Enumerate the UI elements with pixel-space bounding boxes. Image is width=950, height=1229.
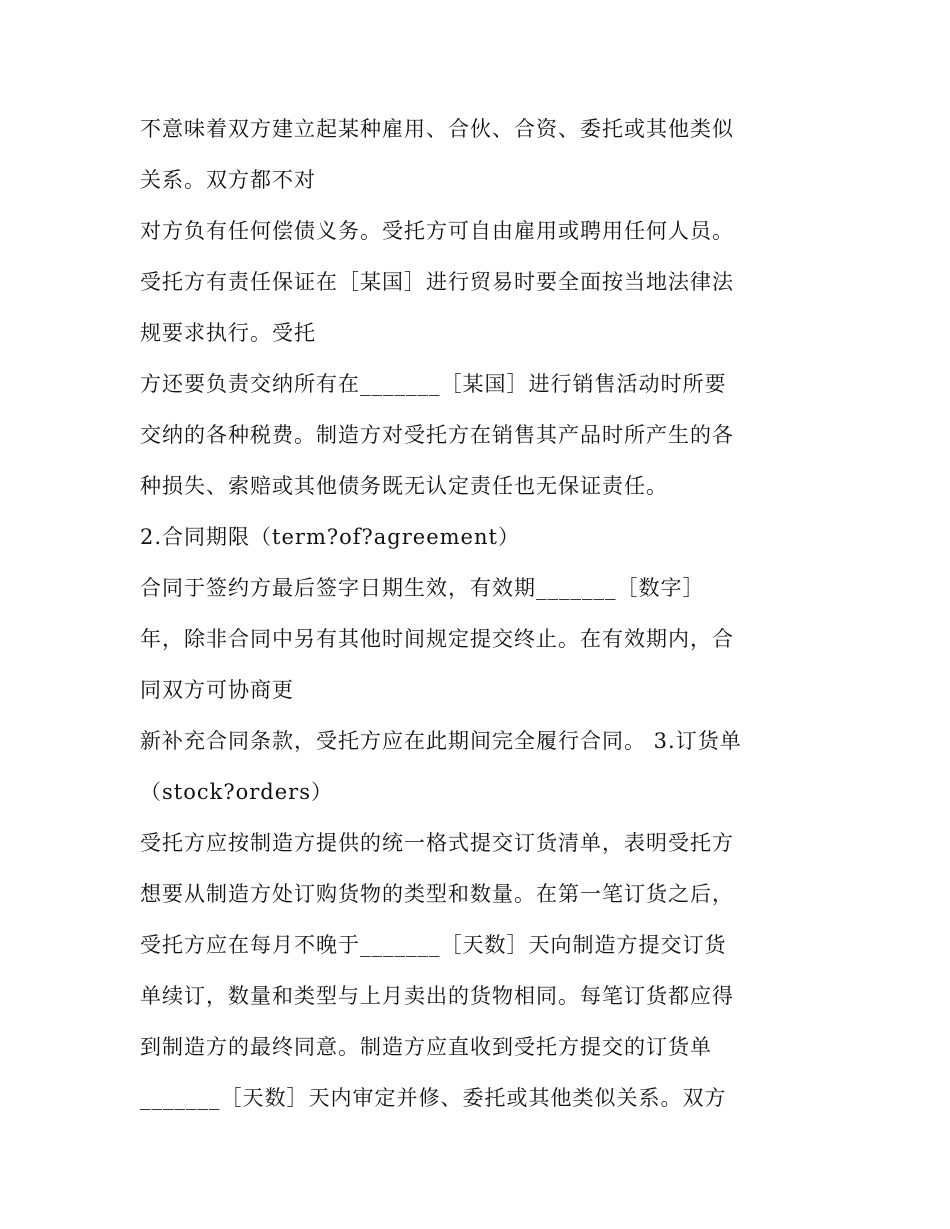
- text-line: 新补充合同条款，受托方应在此期间完全履行合同。 3.订货单: [140, 729, 742, 753]
- text-line: 方还要负责交纳所有在_______［某国］进行销售活动时所要: [140, 372, 727, 396]
- text-line: 对方负有任何偿债义务。受托方可自由雇用或聘用任何人员。: [140, 219, 734, 243]
- text-line: 到制造方的最终同意。制造方应直收到受托方提交的订货单: [140, 1035, 712, 1059]
- text-line: 合同于签约方最后签字日期生效，有效期_______［数字］: [140, 576, 705, 600]
- text-line: 单续订，数量和类型与上月卖出的货物相同。每笔订货都应得: [140, 984, 734, 1008]
- text-line: 关系。双方都不对: [140, 168, 316, 192]
- text-line: 受托方有责任保证在［某国］进行贸易时要全面按当地法律法: [140, 270, 734, 294]
- text-line: 同双方可协商更: [140, 678, 294, 702]
- text-line: 受托方应按制造方提供的统一格式提交订货清单，表明受托方: [140, 831, 734, 855]
- text-line: 年，除非合同中另有其他时间规定提交终止。在有效期内，合: [140, 627, 734, 651]
- text-line: _______［天数］天内审定并修、委托或其他类似关系。双方: [140, 1086, 727, 1110]
- text-line: 种损失、索赔或其他债务既无认定责任也无保证责任。: [140, 474, 668, 498]
- contract-text: [140, 104, 820, 1124]
- text-line: 交纳的各种税费。制造方对受托方在销售其产品时所产生的各: [140, 423, 734, 447]
- section-heading-term: 2.合同期限（term?of?agreement）: [140, 525, 520, 549]
- text-line: 不意味着双方建立起某种雇用、合伙、合资、委托或其他类似: [140, 117, 734, 141]
- text-line: 想要从制造方处订购货物的类型和数量。在第一笔订货之后，: [140, 882, 734, 906]
- text-line: 规要求执行。受托: [140, 321, 316, 345]
- text-line: 受托方应在每月不晚于_______［天数］天向制造方提交订货: [140, 933, 727, 957]
- text-line: （stock?orders）: [140, 780, 333, 804]
